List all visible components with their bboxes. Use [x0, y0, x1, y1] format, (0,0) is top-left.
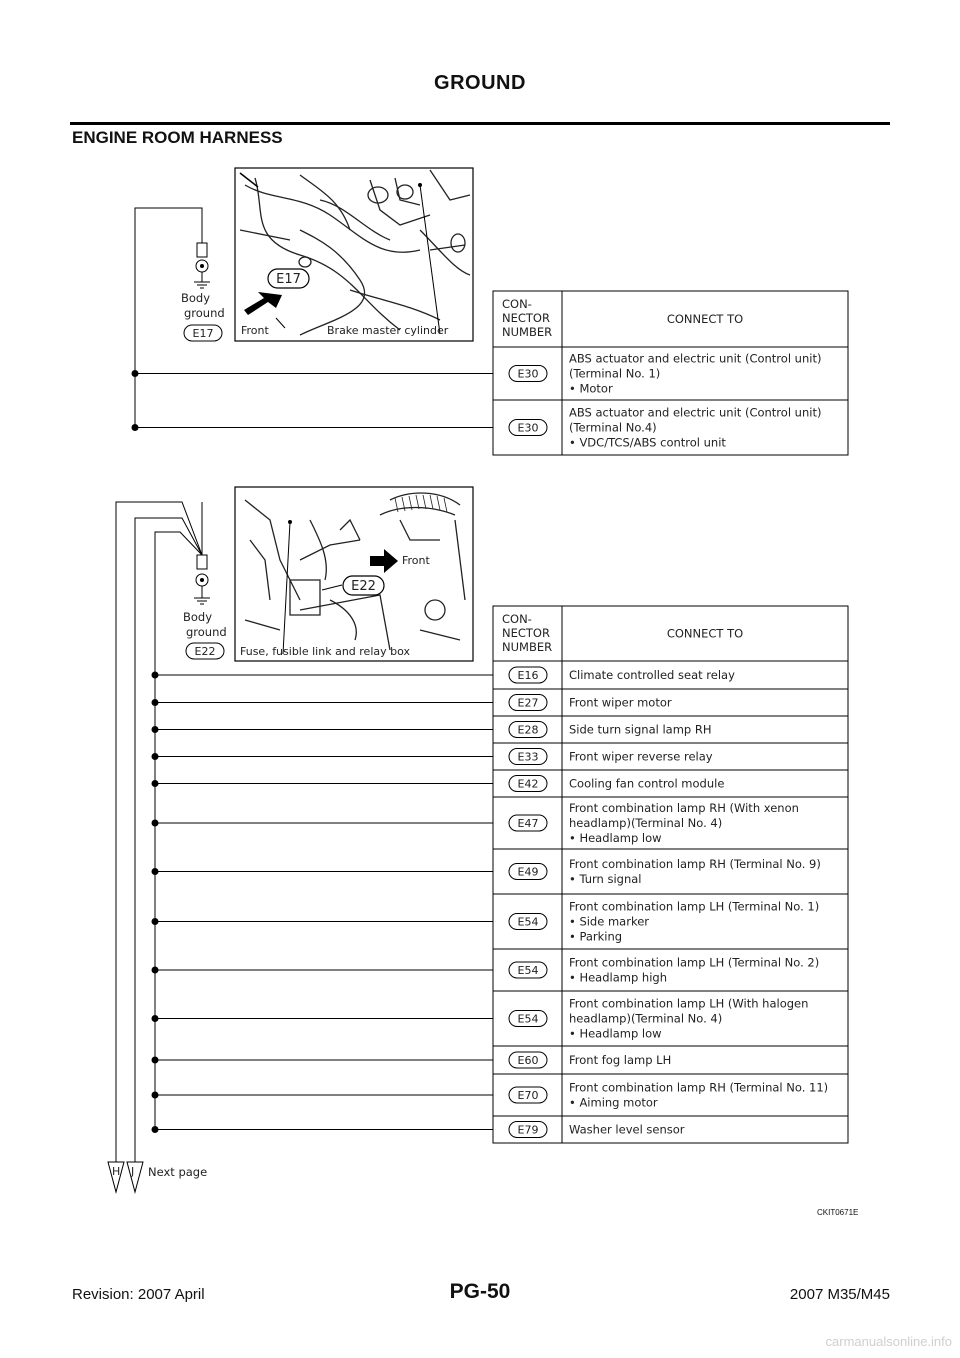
- connect-to-text: Front wiper reverse relay: [569, 749, 713, 764]
- table1-header-connector-line: CON-: [502, 297, 532, 311]
- connector-badge-e30: E30: [517, 421, 539, 435]
- connect-to-text: Washer level sensor: [569, 1122, 685, 1137]
- splice-dot: [132, 370, 139, 377]
- svg-text:E22: E22: [351, 579, 376, 594]
- table1-header-connect-to: CONNECT TO: [666, 312, 744, 326]
- connect-to-text: Front fog lamp LH: [569, 1053, 672, 1067]
- next-page-marker-h: [108, 1162, 124, 1192]
- connect-to-text: Front combination lamp RH (Terminal No. 11): [569, 1080, 829, 1095]
- splice-dot: [132, 424, 139, 431]
- ground1-label-line2: ground: [184, 306, 225, 320]
- connector-badge-e42: E42: [517, 777, 539, 791]
- table2-header-connector-line: NECTOR: [502, 626, 550, 640]
- connect-to-text: • Headlamp high: [569, 970, 667, 985]
- table2-row-e28: [152, 722, 712, 738]
- photo2-front-label: Front: [402, 554, 430, 567]
- splice-dot: [152, 672, 159, 679]
- svg-text:H: H: [112, 1165, 121, 1178]
- connect-to-text: Front combination lamp LH (Terminal No. 2): [569, 955, 820, 970]
- section-title: ENGINE ROOM HARNESS: [72, 128, 283, 147]
- next-page-marker-j: [127, 1162, 143, 1192]
- table2-row-e27: [152, 695, 672, 711]
- photo2-caption: Fuse, fusible link and relay box: [240, 645, 411, 658]
- splice-dot: [152, 699, 159, 706]
- photo-callout-e17: [268, 269, 309, 288]
- splice-dot: [152, 868, 159, 875]
- splice-dot: [152, 967, 159, 974]
- connector-badge-e49: E49: [517, 865, 539, 879]
- page-title: GROUND: [434, 72, 526, 94]
- connector-badge-e54: E54: [517, 964, 539, 977]
- svg-text:E22: E22: [194, 645, 216, 658]
- connect-to-text: Cooling fan control module: [569, 776, 725, 791]
- connector-badge-e70: E70: [517, 1089, 539, 1102]
- connect-to-text: Front combination lamp LH (With halogen: [569, 996, 809, 1011]
- connector-badge-e28: E28: [517, 723, 539, 737]
- splice-dot: [152, 753, 159, 760]
- ground1-connector-badge: [184, 325, 222, 341]
- watermark: carmanualsonline.info: [825, 1334, 952, 1349]
- photo-callout-e22: [343, 576, 384, 595]
- connect-to-text: (Terminal No. 1): [569, 366, 661, 381]
- splice-dot: [152, 726, 159, 733]
- connect-to-text: • Headlamp low: [569, 1026, 662, 1041]
- connector-badge-e60: E60: [517, 1054, 539, 1067]
- connect-to-text: • VDC/TCS/ABS control unit: [569, 435, 726, 450]
- connector-badge-e33: E33: [517, 750, 539, 764]
- connect-to-text: • Motor: [569, 381, 613, 396]
- splice-dot: [152, 1015, 159, 1022]
- connect-to-text: Front combination lamp RH (Terminal No. 9): [569, 857, 821, 871]
- connect-to-text: Side turn signal lamp RH: [569, 722, 712, 737]
- connector-badge-e54: E54: [517, 915, 539, 929]
- connect-to-text: Climate controlled seat relay: [569, 668, 735, 682]
- footer-page-number: PG-50: [449, 1280, 511, 1303]
- connect-to-text: ABS actuator and electric unit (Control unit): [569, 405, 822, 420]
- splice-dot: [152, 1092, 159, 1099]
- table2-header-connect-to: CONNECT TO: [666, 626, 744, 641]
- ground1-label-line1: Body: [181, 291, 211, 305]
- connect-to-text: • Turn signal: [569, 872, 642, 886]
- photo-brake-master-cylinder: [235, 168, 473, 341]
- connector-badge-e16: E16: [517, 669, 539, 682]
- connector-table-e22: [152, 606, 849, 1143]
- connect-to-text: headlamp)(Terminal No. 4): [569, 1011, 723, 1026]
- connect-to-text: ABS actuator and electric unit (Control unit): [569, 351, 822, 366]
- photo-caption: Brake master cylinder: [327, 324, 449, 337]
- table1-header-connector-line: NUMBER: [502, 325, 553, 339]
- connect-to-text: • Aiming motor: [569, 1095, 658, 1110]
- connector-badge-e47: E47: [517, 817, 539, 830]
- table2-header-connector-line: CON-: [502, 612, 532, 626]
- table2-row-e16: [152, 667, 736, 683]
- connect-to-text: • Side marker: [569, 914, 649, 929]
- connector-badge-e54: E54: [517, 1012, 539, 1026]
- connect-to-text: (Terminal No.4): [569, 420, 657, 435]
- table2-row-e60: [152, 1052, 672, 1068]
- table1-header-connector-line: NECTOR: [502, 311, 550, 325]
- table2-row-e79: [152, 1122, 685, 1138]
- connect-to-text: • Parking: [569, 929, 623, 944]
- footer-model: 2007 M35/M45: [789, 1286, 890, 1303]
- ground2-connector-badge: [186, 643, 224, 659]
- connect-to-text: • Headlamp low: [569, 831, 662, 845]
- body-ground-e22: [116, 502, 213, 1170]
- table2-row-e42: [152, 776, 725, 792]
- connect-to-text: Front combination lamp RH (With xenon: [569, 801, 799, 815]
- table2-row-e33: [152, 749, 713, 765]
- splice-dot: [152, 918, 159, 925]
- photo-front-label: Front: [241, 324, 269, 337]
- connector-badge-e30: E30: [517, 367, 539, 381]
- connect-to-text: Front combination lamp LH (Terminal No. 1): [569, 899, 820, 914]
- next-page-label: Next page: [148, 1165, 208, 1179]
- ground2-label-line1: Body: [183, 610, 213, 624]
- ground2-label-line2: ground: [186, 625, 227, 639]
- connect-to-text: Front wiper motor: [569, 695, 672, 710]
- svg-text:E17: E17: [276, 272, 301, 287]
- splice-dot: [152, 1126, 159, 1133]
- photo-fuse-relay-box: [235, 487, 473, 661]
- svg-text:E17: E17: [192, 327, 214, 340]
- svg-text:J: J: [131, 1165, 135, 1178]
- connector-badge-e79: E79: [517, 1123, 539, 1137]
- splice-dot: [152, 780, 159, 787]
- connect-to-text: headlamp)(Terminal No. 4): [569, 816, 723, 830]
- reference-code: CKIT0671E: [817, 1208, 859, 1217]
- footer-revision: Revision: 2007 April: [72, 1286, 205, 1303]
- splice-dot: [152, 820, 159, 827]
- table2-header-connector-line: NUMBER: [502, 640, 553, 654]
- connector-badge-e27: E27: [517, 696, 539, 710]
- splice-dot: [152, 1057, 159, 1064]
